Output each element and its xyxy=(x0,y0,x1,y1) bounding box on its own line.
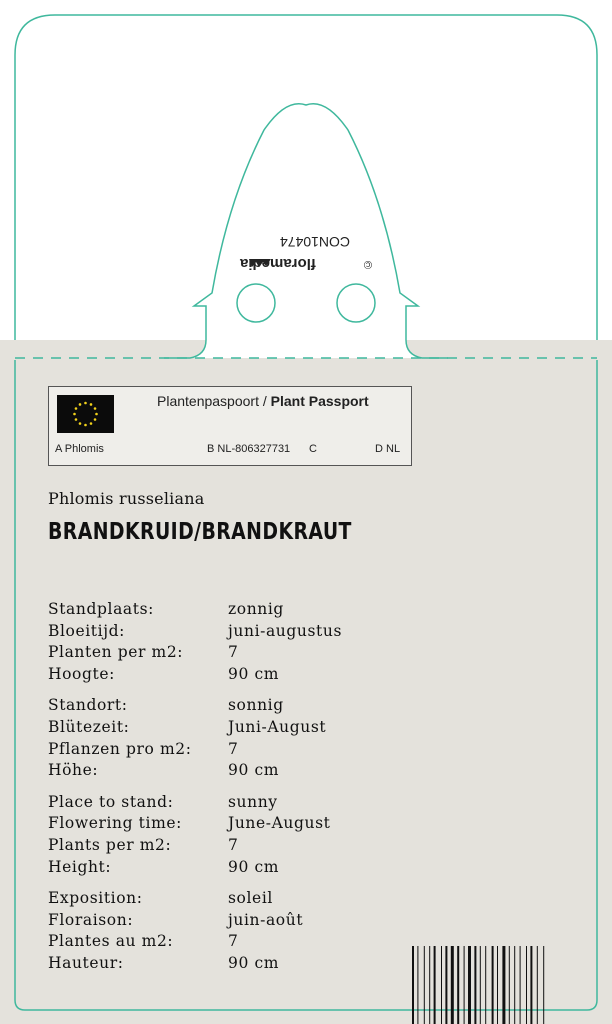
info-row xyxy=(48,953,428,975)
barcode-bar xyxy=(520,946,521,1024)
info-label: Plantes au m2: xyxy=(48,932,174,951)
info-value: juni-augustus xyxy=(228,621,343,640)
info-row xyxy=(48,792,428,814)
barcode-bar xyxy=(441,946,442,1024)
passport-field-b: B NL-806327731 xyxy=(207,443,291,455)
copyright-symbol: © xyxy=(363,258,372,270)
info-row xyxy=(48,931,428,953)
info-group-german xyxy=(48,695,428,781)
eu-stars xyxy=(57,395,114,433)
info-value: juin-août xyxy=(228,910,304,929)
hang-hole-right xyxy=(337,284,375,322)
info-label: Höhe: xyxy=(48,761,99,780)
info-label: Blütezeit: xyxy=(48,717,130,736)
info-value: 90 cm xyxy=(228,953,280,972)
info-label: Pflanzen pro m2: xyxy=(48,739,192,758)
passport-title-regular: Plantenpaspoort / xyxy=(157,393,271,409)
info-label: Plants per m2: xyxy=(48,835,172,854)
info-value: zonnig xyxy=(228,600,284,618)
barcode-bar xyxy=(468,946,471,1024)
info-label: Flowering time: xyxy=(48,814,182,833)
info-row xyxy=(48,717,428,739)
info-row xyxy=(48,857,428,879)
plant-passport xyxy=(48,386,412,466)
info-value: soleil xyxy=(228,889,273,908)
info-value: 7 xyxy=(228,643,239,662)
eu-star xyxy=(84,424,87,427)
info-value: 7 xyxy=(228,835,239,854)
logo-brand: floramedia xyxy=(240,255,316,272)
info-label: Standplaats: xyxy=(48,600,154,618)
barcode-bar xyxy=(509,946,510,1024)
info-value: Juni-August xyxy=(228,717,327,736)
barcode-bar xyxy=(543,946,544,1024)
info-label: Floraison: xyxy=(48,910,134,929)
common-name: BRANDKRUID/BRANDKRAUT xyxy=(48,519,352,545)
info-label: Height: xyxy=(48,857,112,876)
eu-star xyxy=(75,418,78,421)
info-row xyxy=(48,760,428,782)
info-value: 90 cm xyxy=(228,761,280,780)
barcode-bar xyxy=(417,946,418,1024)
barcode-bar xyxy=(424,946,425,1024)
info-value: 90 cm xyxy=(228,857,280,876)
eu-star xyxy=(73,413,76,416)
info-label: Bloeitijd: xyxy=(48,621,125,640)
barcode-bar xyxy=(537,946,538,1024)
info-label: Exposition: xyxy=(48,889,143,908)
eu-star xyxy=(84,402,87,405)
info-row xyxy=(48,888,428,910)
barcode-bar xyxy=(530,946,532,1024)
barcode-bar xyxy=(474,946,476,1024)
eu-star xyxy=(94,407,97,410)
floramedia-logo xyxy=(240,232,372,272)
care-info xyxy=(48,599,428,985)
info-group-dutch xyxy=(48,599,428,685)
barcode-bar xyxy=(497,946,498,1024)
barcode-bar xyxy=(514,946,515,1024)
eu-star xyxy=(94,418,97,421)
info-label: Hauteur: xyxy=(48,953,124,972)
info-label: Hoogte: xyxy=(48,664,115,683)
info-row xyxy=(48,910,428,932)
eu-star xyxy=(90,403,93,406)
info-group-french xyxy=(48,888,428,974)
eu-star xyxy=(75,407,78,410)
barcode-bar xyxy=(464,946,465,1024)
info-row xyxy=(48,599,428,621)
barcode-bar xyxy=(451,946,454,1024)
info-row xyxy=(48,695,428,717)
barcode-bar xyxy=(526,946,527,1024)
info-value: sunny xyxy=(228,792,278,811)
barcode-bar xyxy=(502,946,505,1024)
passport-field-d: D NL xyxy=(375,443,401,455)
eu-flag-icon xyxy=(57,395,114,433)
hang-tab-outline xyxy=(164,104,448,358)
info-label: Standort: xyxy=(48,696,128,715)
info-value: sonnig xyxy=(228,696,284,715)
barcode-bar xyxy=(480,946,481,1024)
info-label: Planten per m2: xyxy=(48,643,184,662)
barcode-bar xyxy=(457,946,459,1024)
info-value: 90 cm xyxy=(228,664,280,683)
barcode-bar xyxy=(445,946,447,1024)
eu-star xyxy=(79,403,82,406)
info-row xyxy=(48,835,428,857)
info-row xyxy=(48,621,428,643)
info-group-english xyxy=(48,792,428,878)
info-label: Place to stand: xyxy=(48,792,174,811)
info-row xyxy=(48,642,428,664)
info-value: June-August xyxy=(228,814,331,833)
info-value: 7 xyxy=(228,739,239,758)
barcode-bar xyxy=(412,946,414,1024)
eu-star xyxy=(79,422,82,425)
barcode-bar xyxy=(492,946,494,1024)
logo-code: CON10474 xyxy=(279,234,350,250)
passport-field-c: C xyxy=(309,443,317,455)
info-row xyxy=(48,813,428,835)
barcode-icon xyxy=(410,946,602,1024)
eu-star xyxy=(90,422,93,425)
latin-name: Phlomis russeliana xyxy=(48,489,205,508)
info-value: 7 xyxy=(228,932,239,951)
info-row xyxy=(48,664,428,686)
info-row xyxy=(48,739,428,761)
passport-title xyxy=(157,393,369,409)
passport-title-bold: Plant Passport xyxy=(270,393,369,409)
passport-field-a: A Phlomis xyxy=(55,443,104,455)
barcode-bar xyxy=(434,946,436,1024)
eu-star xyxy=(95,413,98,416)
barcode-bar xyxy=(485,946,486,1024)
barcode-bar xyxy=(429,946,430,1024)
hang-hole-left xyxy=(237,284,275,322)
